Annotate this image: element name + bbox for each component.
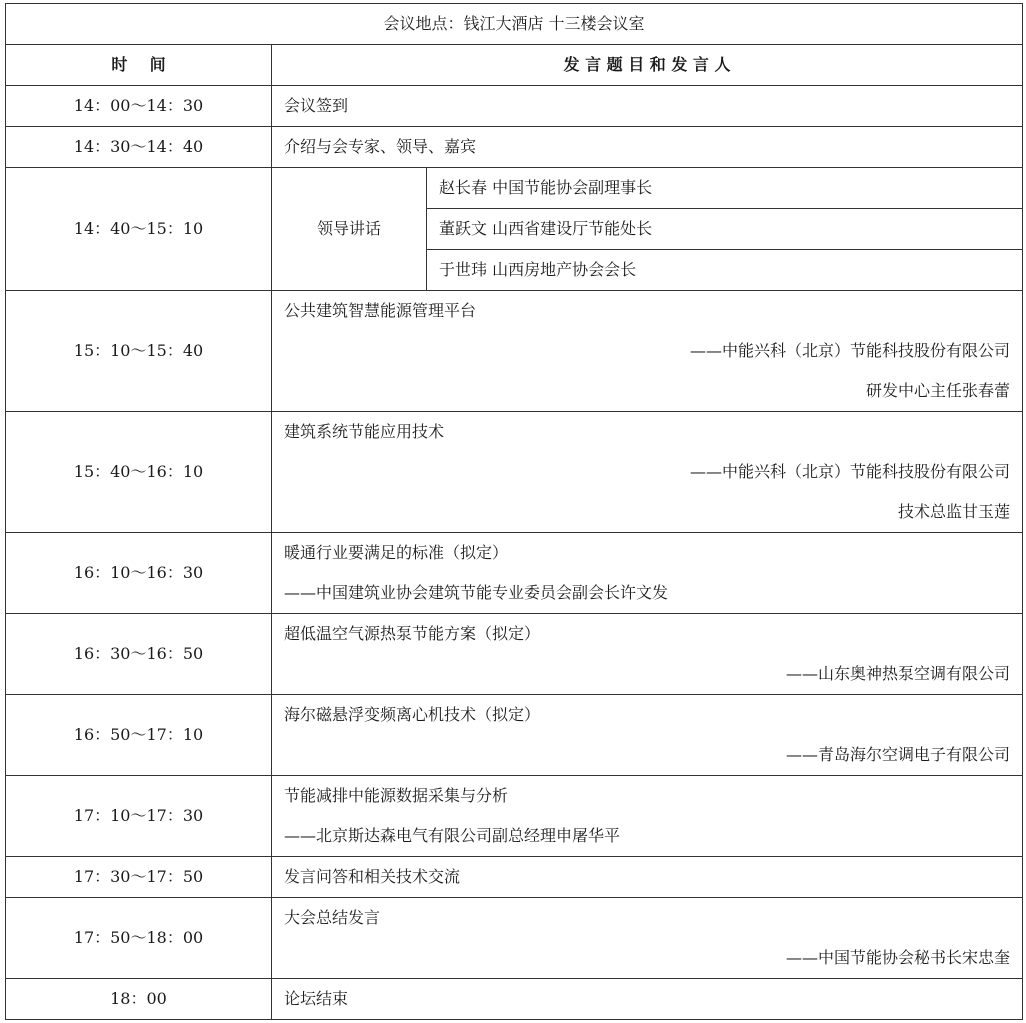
row-speaker: ——中国建筑业协会建筑节能专业委员会副会长许文发	[284, 583, 669, 602]
table-row	[6, 291, 1023, 412]
row-org: ——中能兴科（北京）节能科技股份有限公司	[690, 462, 1011, 481]
venue-row	[6, 4, 1023, 45]
row-topic: 介绍与会专家、领导、嘉宾	[272, 127, 1023, 168]
table-row	[6, 533, 1023, 614]
row-time: 17：50～18：00	[6, 898, 272, 979]
table-row	[6, 614, 1023, 695]
row-person: 研发中心主任张春蕾	[866, 381, 1011, 400]
speaker-item: 董跃文 山西省建设厅节能处长	[427, 209, 1023, 250]
row-topic: 大会总结发言	[284, 908, 381, 927]
row-time: 18：00	[6, 979, 272, 1020]
row-time: 14：40～15：10	[6, 168, 272, 291]
row-time: 17：10～17：30	[6, 776, 272, 857]
table-row	[6, 776, 1023, 857]
header-row	[6, 45, 1023, 86]
row-topic: 暖通行业要满足的标准（拟定）	[284, 543, 509, 562]
row-topic: 公共建筑智慧能源管理平台	[284, 301, 477, 320]
header-time: 时 间	[6, 45, 272, 86]
table-row	[6, 86, 1023, 127]
row-time: 14：30～14：40	[6, 127, 272, 168]
venue-text: 会议地点：钱江大酒店 十三楼会议室	[6, 4, 1023, 45]
speaker-item: 赵长春 中国节能协会副理事长	[427, 168, 1023, 209]
row-category: 领导讲话	[272, 168, 427, 291]
row-topic: 节能减排中能源数据采集与分析	[284, 786, 509, 805]
row-topic: 海尔磁悬浮变频离心机技术（拟定）	[284, 705, 541, 724]
row-speaker: ——山东奥神热泵空调有限公司	[786, 664, 1011, 683]
row-person: 技术总监甘玉莲	[898, 502, 1011, 521]
row-topic: 发言问答和相关技术交流	[272, 857, 1023, 898]
row-time: 16：30～16：50	[6, 614, 272, 695]
row-time: 15：10～15：40	[6, 291, 272, 412]
agenda-table	[5, 3, 1023, 1020]
table-row	[6, 898, 1023, 979]
row-time: 17：30～17：50	[6, 857, 272, 898]
table-row	[6, 168, 1023, 209]
header-topic: 发 言 题 目 和 发 言 人	[272, 45, 1023, 86]
row-topic: 会议签到	[272, 86, 1023, 127]
row-speaker: ——北京斯达森电气有限公司副总经理申屠华平	[284, 826, 621, 845]
table-row	[6, 979, 1023, 1020]
row-topic: 建筑系统节能应用技术	[284, 422, 445, 441]
row-time: 14：00～14：30	[6, 86, 272, 127]
speaker-item: 于世玮 山西房地产协会会长	[427, 250, 1023, 291]
row-time: 15：40～16：10	[6, 412, 272, 533]
row-time: 16：50～17：10	[6, 695, 272, 776]
table-row	[6, 412, 1023, 533]
table-row	[6, 857, 1023, 898]
row-topic: 论坛结束	[272, 979, 1023, 1020]
row-org: ——中能兴科（北京）节能科技股份有限公司	[690, 341, 1011, 360]
table-row	[6, 695, 1023, 776]
row-topic: 超低温空气源热泵节能方案（拟定）	[284, 624, 541, 643]
row-speaker: ——中国节能协会秘书长宋忠奎	[786, 948, 1011, 967]
row-time: 16：10～16：30	[6, 533, 272, 614]
table-row	[6, 127, 1023, 168]
row-speaker: ——青岛海尔空调电子有限公司	[786, 745, 1011, 764]
